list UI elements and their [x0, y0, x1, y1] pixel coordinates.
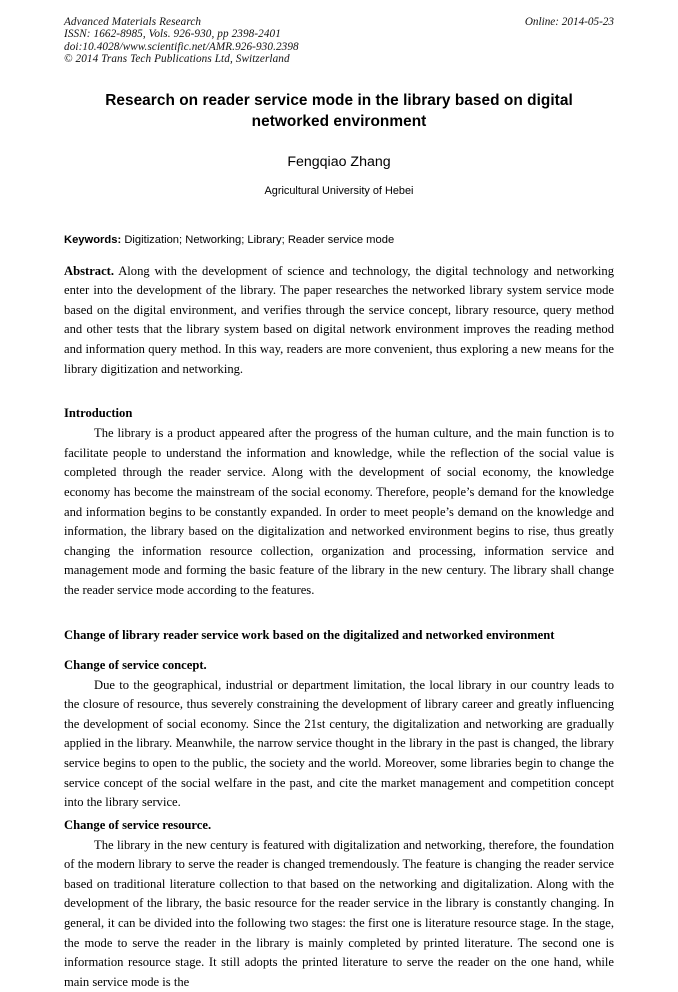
heading-service-concept: Change of service concept. — [64, 657, 207, 672]
abstract-label: Abstract. — [64, 263, 115, 278]
abstract-block — [64, 262, 614, 380]
article-title: Research on reader service mode in the library based on digital networked environment — [105, 91, 573, 130]
keywords-values: Digitization; Networking; Library; Reader service mode — [124, 233, 395, 246]
keywords-line — [64, 233, 614, 248]
heading-service-resource: Change of service resource. — [64, 817, 212, 832]
masthead-left-block — [64, 16, 464, 66]
copyright-line: © 2014 Trans Tech Publications Ltd, Switzerland — [64, 53, 290, 66]
issn-volume-pages: ISSN: 1662-8985, Vols. 926-930, pp 2398-2401 — [64, 28, 281, 41]
page-content-column — [64, 16, 614, 992]
journal-name: Advanced Materials Research — [64, 16, 202, 28]
journal-masthead — [64, 16, 614, 66]
heading-change-of-work: Change of library reader service work based on the digitalized and networked environment — [64, 627, 555, 642]
online-publication-date: Online: 2014-05-23 — [524, 16, 614, 28]
author-affiliation: Agricultural University of Hebei — [264, 184, 414, 197]
paragraph-service-concept: Due to the geographical, industrial or department limitation, the local library in our country leads to the closure of resource, thus severely constraining the development of library career and greatly influencing the development of social economy. Since the 21st century, the digitalization and networking are gradually applied in the library. Meanwhile, the narrow service thought in the library in the past is changed, the library service begins to open to the public, the society and the world. Moreover, some libraries begin to change the service concept of the social welfare in the past, and cite the market management and competition concept into the library service. — [64, 677, 614, 810]
doi-line: doi:10.4028/www.scientific.net/AMR.926-930.2398 — [64, 40, 299, 53]
paragraph-introduction: The library is a product appeared after the progress of the human culture, and the main function is to facilitate people to understand the information and knowledge, while the reflection of the social value is completed through the reader service. Along with the development of social economy, the knowledge economy has become the mainstream of the social economy. Therefore, people’s demand for the knowledge and information begins to be constantly expanded. In order to meet people’s demand on the knowledge and information, the library based on the digitalization and networked environment begins to rise, thus greatly changing the information resource collection, organization and processing, information service and management mode and forming the basic feature of the library in the new century. The library shall change the reader service mode according to the features. — [64, 426, 614, 597]
article-author: Fengqiao Zhang — [287, 153, 391, 170]
paragraph-service-resource: The library in the new century is featured with digitalization and networking, therefore, the foundation of the modern library to serve the reader is changed tremendously. The feature is changing the reader service based on traditional literature collection to that based on the networking and digitalization. Along with the development of the library, the basic resource for the reader service in the library is constantly changing. In general, it can be divided into the following two stages: the first one is literature resource stage. In the stage, the mode to serve the reader in the library is mainly completed by printed literature. The second one is information resource stage. It still adopts the printed literature to serve the reader on the one hand, while main service mode is the — [64, 837, 614, 989]
heading-introduction: Introduction — [64, 406, 133, 421]
abstract-text: Along with the development of science and technology, the digital technology and networking enter into the development of the library. The paper researches the networked library system service mode based on the digital environment, and verifies through the service concept, library resource, query method and other tests that the library system based on digital network environment improves the reading method and information query method. In this way, readers are more convenient, thus exploring a new means for the library digitization and networking. — [64, 263, 614, 376]
keywords-label: Keywords: — [64, 233, 122, 246]
